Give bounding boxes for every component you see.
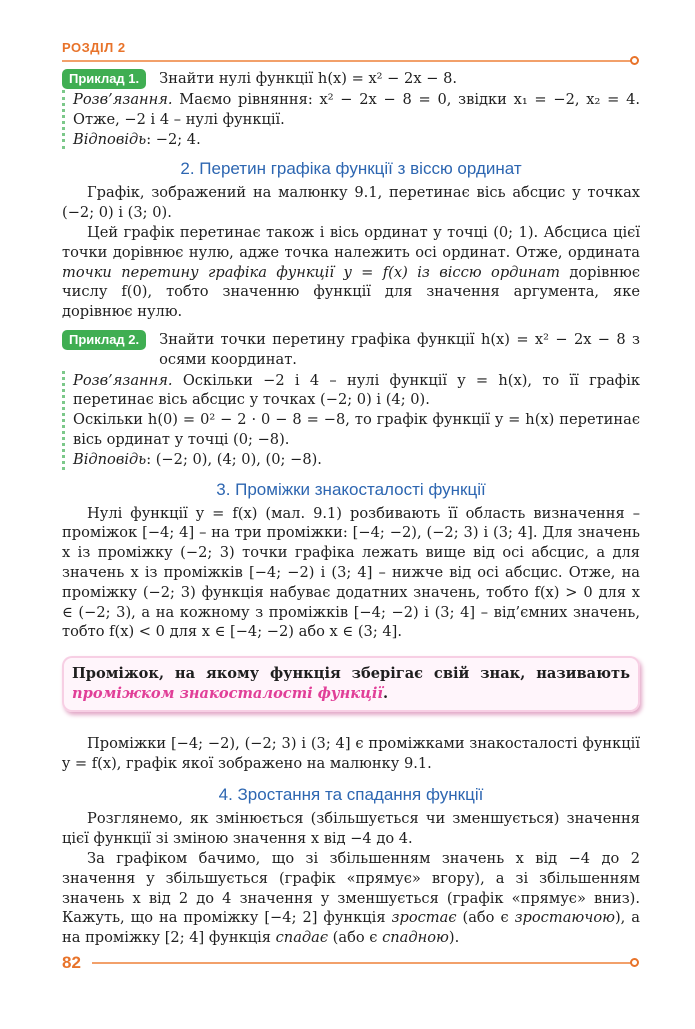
section-3-title: 3. Проміжки знакосталості функції	[216, 479, 486, 499]
paragraph: Графік, зображений на малюнку 9.1, перетинає вісь абсцис у точках (−2; 0) і (3; 0).	[62, 184, 640, 222]
italic-term: точки перетину графіка функції y = f(x) із віссю ординат	[62, 263, 560, 281]
section-label: РОЗДІЛ 2	[62, 40, 126, 55]
paragraph: За графіком бачимо, що зі збільшенням значень x від −4 до 2 значення y збільшується (графік «прямує» вгору), а зі збільшенням значень x від 2 до 4 значення y зменшується (графік «прямує» вниз). Кажуть, що на проміжку [−4; 2] функція зростає (або є зростаючою), а на проміжку [2; 4] функція спадає (або є спадною).	[62, 849, 640, 947]
definition-text: Проміжок, на якому функція зберігає свій знак, називають	[72, 665, 630, 683]
footer-rule	[92, 962, 632, 964]
example-2	[62, 330, 640, 470]
page-number: 82	[62, 953, 81, 972]
footer-rule-dot	[630, 958, 639, 967]
example-task: Знайти точки перетину графіка функції h(x) = x² − 2x − 8 з осями координат.	[159, 330, 640, 368]
example-badge: Приклад 1.	[62, 69, 146, 89]
example-badge: Приклад 2.	[62, 330, 146, 350]
solution-label: Розв’язання.	[73, 371, 173, 389]
solution-text: Маємо рівняння: x² − 2x − 8 = 0, звідки x₁ = −2, x₂ = 4. Отже, −2 і 4 – нулі функції.	[73, 91, 640, 128]
answer-label: Відповідь	[73, 130, 147, 148]
page-content	[62, 66, 640, 948]
header-rule	[62, 60, 632, 62]
header-rule-dot	[630, 56, 639, 65]
example-1	[62, 69, 640, 149]
definition-box: Проміжок, на якому функція зберігає свій знак, називають проміжком знакосталості функції.	[62, 656, 640, 712]
answer-text: : (−2; 0), (4; 0), (0; −8).	[146, 450, 322, 468]
answer-label: Відповідь	[73, 450, 147, 468]
answer-text: : −2; 4.	[146, 130, 201, 148]
solution-label: Розв’язання.	[73, 91, 173, 108]
solution-text: Оскільки h(0) = 0² − 2 · 0 − 8 = −8, то графік функції y = h(x) перетинає вісь ординат у точці (0; −8).	[73, 411, 640, 448]
paragraph: Нулі функції y = f(x) (мал. 9.1) розбивають її область визначення – проміжок [−4; 4] – на три проміжки: [−4; −2), (−2; 3) і (3; 4]. Для значень x із проміжку (−2; 3) точки графіка лежать вище від осі абсцис, а для значень x із проміжків [−4; −2) і (3; 4] – нижче від осі абсцис. Отже, на проміжку (−2; 3) функція набуває додатних значень, тобто f(x) > 0 для x ∈ (−2; 3), а на кожному з проміжків [−4; −2) і (3; 4] – від’ємних значень, тобто f(x) < 0 для x ∈ [−4; −2) або x ∈ (3; 4].	[62, 504, 640, 641]
paragraph: Розглянемо, як змінюється (збільшується чи зменшується) значення цієї функції зі зміною значення x від −4 до 4.	[62, 810, 640, 848]
section-4-title: 4. Зростання та спадання функції	[218, 785, 484, 805]
definition-term: проміжком знакосталості функції	[72, 684, 383, 702]
example-solution	[62, 371, 640, 470]
example-solution	[62, 90, 640, 149]
paragraph: Цей графік перетинає також і вісь ординат у точці (0; 1). Абсциса цієї точки дорівнює нулю, адже точка належить осі ординат. Отже, ордината точки перетину графіка функції y = f(x) із віссю ординат дорівнює числу f(0), тобто значенню функції для значення аргумента, яке дорівнює нулю.	[62, 223, 640, 321]
example-task: Знайти нулі функції h(x) = x² − 2x − 8.	[159, 70, 457, 87]
solution-text: Оскільки −2 і 4 – нулі функції y = h(x), то її графік перетинає вісь абсцис у точках (−2; 0) і (4; 0).	[73, 371, 640, 409]
paragraph: Проміжки [−4; −2), (−2; 3) і (3; 4] є проміжками знакосталості функції y = f(x), графік якої зображено на малюнку 9.1.	[62, 734, 640, 772]
section-2-title: 2. Перетин графіка функції з віссю ординат	[180, 159, 522, 179]
